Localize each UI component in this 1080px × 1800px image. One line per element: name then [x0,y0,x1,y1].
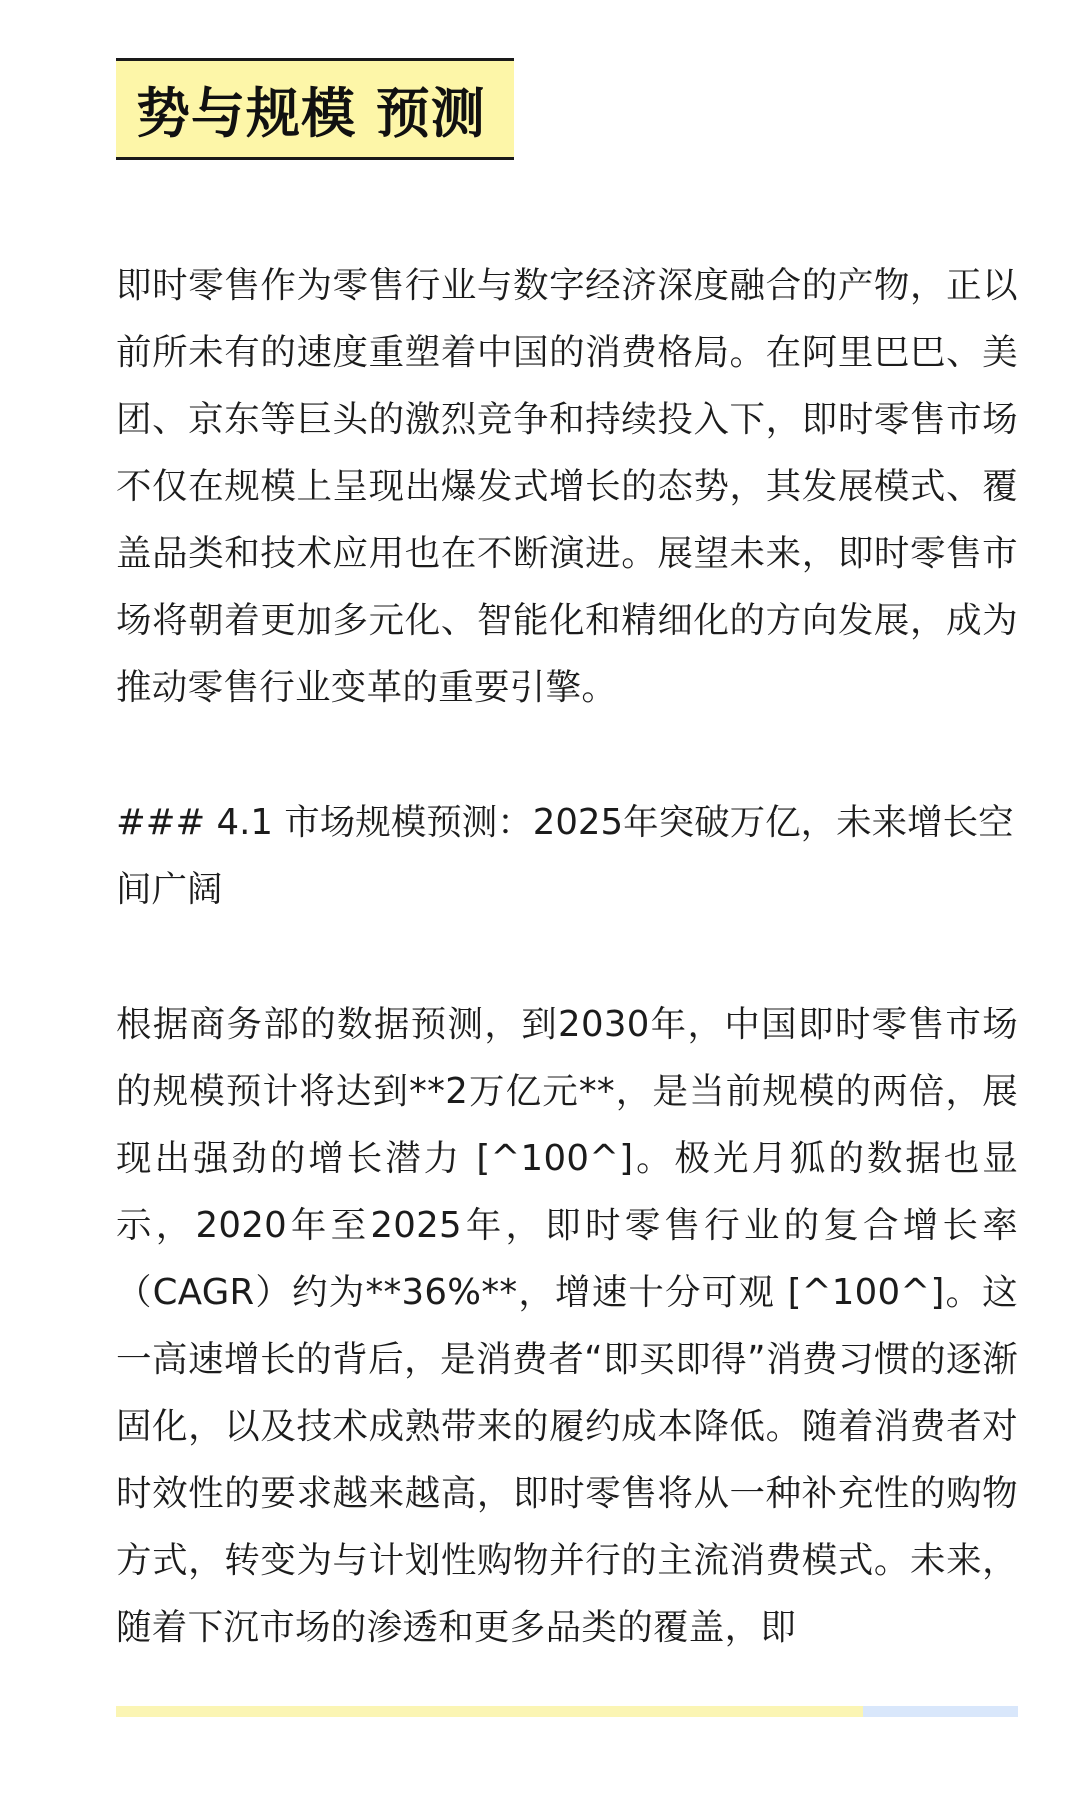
progress-bar-remaining [863,1706,1018,1717]
section-title: 势与规模 预测 [136,81,486,145]
subsection-heading: ### 4.1 市场规模预测：2025年突破万亿，未来增长空间广阔 [116,802,1014,910]
progress-bar-filled [116,1706,863,1717]
body-paragraph: 根据商务部的数据预测，到2030年，中国即时零售市场的规模预计将达到**2万亿元**，是当前规模的两倍，展现出强劲的增长潜力 [^100^]。极光月狐的数据也显示，2020年至2025年，即时零售行业的复合增长率（CAGR）约为**36%**，增速十分可观 [^100^]。这一高速增长的背后，是消费者“即买即得”消费习惯的逐渐固化，以及技术成熟带来的履约成本降低。随着消费者对时效性的要求越来越高，即时零售将从一种补充性的购物方式，转变为与计划性购物并行的主流消费模式。未来，随着下沉市场的渗透和更多品类的覆盖，即 [116,1004,1018,1648]
intro-paragraph: 即时零售作为零售行业与数字经济深度融合的产物，正以前所未有的速度重塑着中国的消费格局。在阿里巴巴、美团、京东等巨头的激烈竞争和持续投入下，即时零售市场不仅在规模上呈现出爆发式增长的态势，其发展模式、覆盖品类和技术应用也在不断演进。展望未来，即时零售市场将朝着更加多元化、智能化和精细化的方向发展，成为推动零售行业变革的重要引擎。 [116,265,1018,708]
section-title-box [116,58,514,160]
reading-progress-bar [116,1706,1018,1717]
article-content [116,252,1018,1661]
